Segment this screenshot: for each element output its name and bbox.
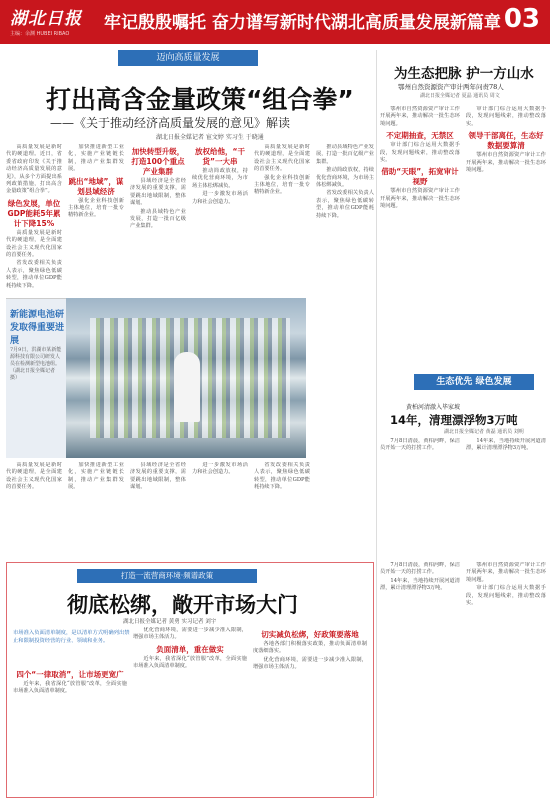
lab-worker	[174, 352, 200, 422]
right2-body	[380, 438, 546, 556]
paragraph: 进一步激发市场活力和社会创造力。	[192, 191, 248, 205]
main-lead: 高质量发展是新时代的硬道理。近日，省委省政府印发《关于推动经济高质量发展的意见》，从多个方面提出系列政策措施，打出高含金量政策“组合拳”。	[6, 144, 62, 195]
paragraph: 强化企业科技创新主体地位，培育一批专精特新企业。	[254, 174, 310, 196]
right-subtitle-2: 借助“天眼”，拓宽审计视野	[381, 167, 459, 187]
bottom-subtitle-2: 切实减负松绑，好政策要落地	[261, 630, 359, 639]
main-subtitle-4: 放权给他，“干货”一大串	[195, 147, 245, 166]
bottom-section-banner: 打造一流营商环境·频谱政策	[77, 569, 257, 583]
bottom-column-3	[253, 627, 367, 793]
paragraph: 县域经济是全省经济发展的重要支撑，需要跳出地域限制，整体谋划。	[130, 178, 186, 207]
paragraph: 省发改委相关负责人表示，聚焦绿色低碳转型，推动单位GDP能耗持续下降。	[316, 190, 374, 219]
paragraph: 鄂州市自然资源资产审计工作开展两年来，推动解决一批生态环境问题。	[380, 106, 460, 127]
masthead-slogan: 牢记殷殷嘱托 奋力谱写新时代湖北高质量发展新篇章	[104, 13, 501, 33]
right-column-2	[466, 106, 546, 370]
right-column-1	[380, 106, 460, 370]
paragraph: 7月8日清晨，黄柏河畔，保洁员开始一天的打捞工作。	[380, 562, 460, 576]
right-headline: 为生态把脉 护一方山水	[394, 66, 534, 82]
section-banner: 迈向高质量发展	[118, 50, 258, 66]
main-column-1	[6, 144, 62, 298]
paragraph: 审计部门综合运用大数据手段，发现问题线索，推动整改落实。	[466, 106, 546, 127]
battery-lab-photo	[66, 298, 306, 458]
bottom-column-1	[13, 667, 127, 793]
right-subhead: 鄂州自然资源资产审计两年问责78人	[398, 83, 504, 91]
main-story	[6, 50, 374, 558]
paragraph: 推动县域特色产业发展，打造一批百亿级产业集群。	[316, 144, 374, 165]
paragraph: 高质量发展是新时代的硬道理，是全面建设社会主义现代化国家的首要任务。	[6, 462, 62, 491]
main-column-4	[192, 144, 248, 298]
paragraph: 县域经济是全省经济发展的重要支撑，需要跳出地域限制，整体谋划。	[130, 462, 186, 491]
paragraph: 加快推进新型工业化，实施产业链链长制，推动产业集群发展。	[68, 462, 124, 491]
green-development-tag: 生态优先 绿色发展	[414, 374, 534, 390]
right2-byline: 湖北日报全媒记者 黄磊 通讯员 刘明	[444, 429, 524, 435]
paragraph: 推动县域特色产业发展，打造一批百亿级产业集群。	[130, 208, 186, 230]
main-column-3	[130, 144, 186, 298]
paragraph: 鄂州市自然资源资产审计工作开展两年来，推动解决一批生态环境问题。	[380, 188, 460, 210]
paragraph: 推动简政放权，持续优化营商环境，为市场主体松绑减负。	[192, 168, 248, 189]
main-subtitle-2: 加快转型升级，打造100个重点产业集群	[131, 147, 185, 176]
bottom-lead: 市场准入负面清单制度，是以清单方式明确列出禁止和限制投资经营的行业、领域和业务。	[13, 630, 130, 644]
main-column-5	[254, 144, 310, 298]
paragraph: 审计部门综合运用大数据手段，发现问题线索，推动整改落实。	[380, 142, 460, 164]
right-story	[380, 50, 546, 558]
main-continued-text	[6, 462, 310, 556]
main-headline: 打出高含金量政策“组合拳”	[46, 85, 354, 114]
paragraph: 省发改委相关负责人表示，聚焦绿色低碳转型，推动单位GDP能耗持续下降。	[6, 260, 62, 289]
column-divider	[376, 50, 377, 796]
paragraph: 14年来，当地持续开展河道清漂，累计清理漂浮物3万吨。	[380, 577, 460, 592]
paragraph: 省发改委相关负责人表示，聚焦绿色低碳转型，推动单位GDP能耗持续下降。	[254, 462, 310, 491]
paragraph: 14年来，当地持续开展河道清漂，累计清理漂浮物3万吨。	[466, 438, 546, 452]
right-subtitle-1: 不定期抽查，无禁区	[386, 131, 454, 141]
paragraph: 强化企业科技创新主体地位，培育一批专精特新企业。	[68, 197, 124, 219]
bottom-byline: 湖北日报全媒记者 黄勇 实习记者 刘宇	[123, 619, 217, 625]
main-column-2	[68, 144, 124, 298]
right2-headline: 14年，清理漂浮物3万吨	[390, 413, 518, 427]
bottom-subtitle-3: 负面清单，重在做实	[156, 644, 224, 654]
main-column-6	[316, 144, 374, 464]
right-subtitle-3: 领导干部离任，生态好数据要算清	[468, 131, 544, 151]
main-subtitle-1: 绿色发展，单位GDP能耗5年累计下降15%	[7, 198, 61, 228]
photo-title: 新能源电池研发取得重要进展	[10, 310, 65, 346]
paragraph: 优化营商环境，需要进一步减少准入限制，增强市场主体活力。	[253, 656, 367, 671]
paragraph: 鄂州市自然资源资产审计工作开展两年来，推动解决一批生态环境问题。	[466, 152, 546, 174]
photo-caption-box	[6, 298, 66, 458]
paragraph: 近年来，我省深化“放管服”改革，全面实施市场准入负面清单制度。	[133, 655, 247, 670]
main-byline: 湖北日报全媒记者 宦文婷 实习生 于晓通	[156, 134, 264, 141]
paragraph: 鄂州市自然资源资产审计工作开展两年来，推动解决一批生态环境问题。	[466, 562, 546, 583]
paragraph: 加快推进新型工业化，实施产业链链长制，推动产业集群发展。	[68, 144, 124, 173]
paragraph: 各地各部门积极落实政策，推动负面清单制度落细落实。	[253, 641, 367, 655]
paragraph: 推动简政放权，持续优化营商环境，为市场主体松绑减负。	[316, 167, 374, 189]
paragraph: 高质量发展是新时代的硬道理，是全面建设社会主义现代化国家的首要任务。	[254, 144, 310, 173]
paragraph: 高质量发展是新时代的硬道理，是全面建设社会主义现代化国家的首要任务。	[6, 229, 62, 259]
logo-subtitle: 主编：余渊 HUBEI RIBAO	[10, 31, 70, 37]
paragraph: 进一步激发市场活力和社会创造力。	[192, 462, 248, 476]
masthead	[0, 0, 550, 44]
bottom-column-2	[133, 627, 247, 793]
right-byline: 湖北日报全媒记者 夏晶 通讯员 周文	[420, 93, 500, 99]
bottom-headline: 彻底松绑，敞开市场大门	[67, 593, 298, 617]
main-subtitle-3: 跳出“地域”，谋划县域经济	[68, 176, 124, 196]
paragraph: 优化营商环境，需要进一步减少准入限制，增强市场主体活力。	[133, 627, 247, 641]
bottom-story-frame	[6, 562, 374, 798]
newspaper-logo: 湖北日报	[10, 9, 82, 29]
paragraph: 7月8日清晨，黄柏河畔，保洁员开始一天的打捞工作。	[380, 438, 460, 452]
photo-caption: 7月9日，洪湖市某新能源科技有限公司研发人员在检测新型电池组。（湖北日报全媒记者 摄）	[10, 347, 62, 381]
bottom-subtitle-1: 四个“一律取消”，让市场更宽广	[16, 670, 124, 679]
right2-subhead: 黄柏河清澈入毕家坡	[406, 404, 461, 411]
paragraph: 审计部门综合运用大数据手段，发现问题线索，推动整改落实。	[466, 585, 546, 607]
main-subhead: ——《关于推动经济高质量发展的意见》解读	[50, 116, 291, 130]
paragraph: 近年来，我省深化“放管服”改革，全面实施市场准入负面清单制度。	[13, 681, 127, 695]
right2-continued	[380, 562, 546, 798]
page-number: 03	[503, 4, 540, 34]
